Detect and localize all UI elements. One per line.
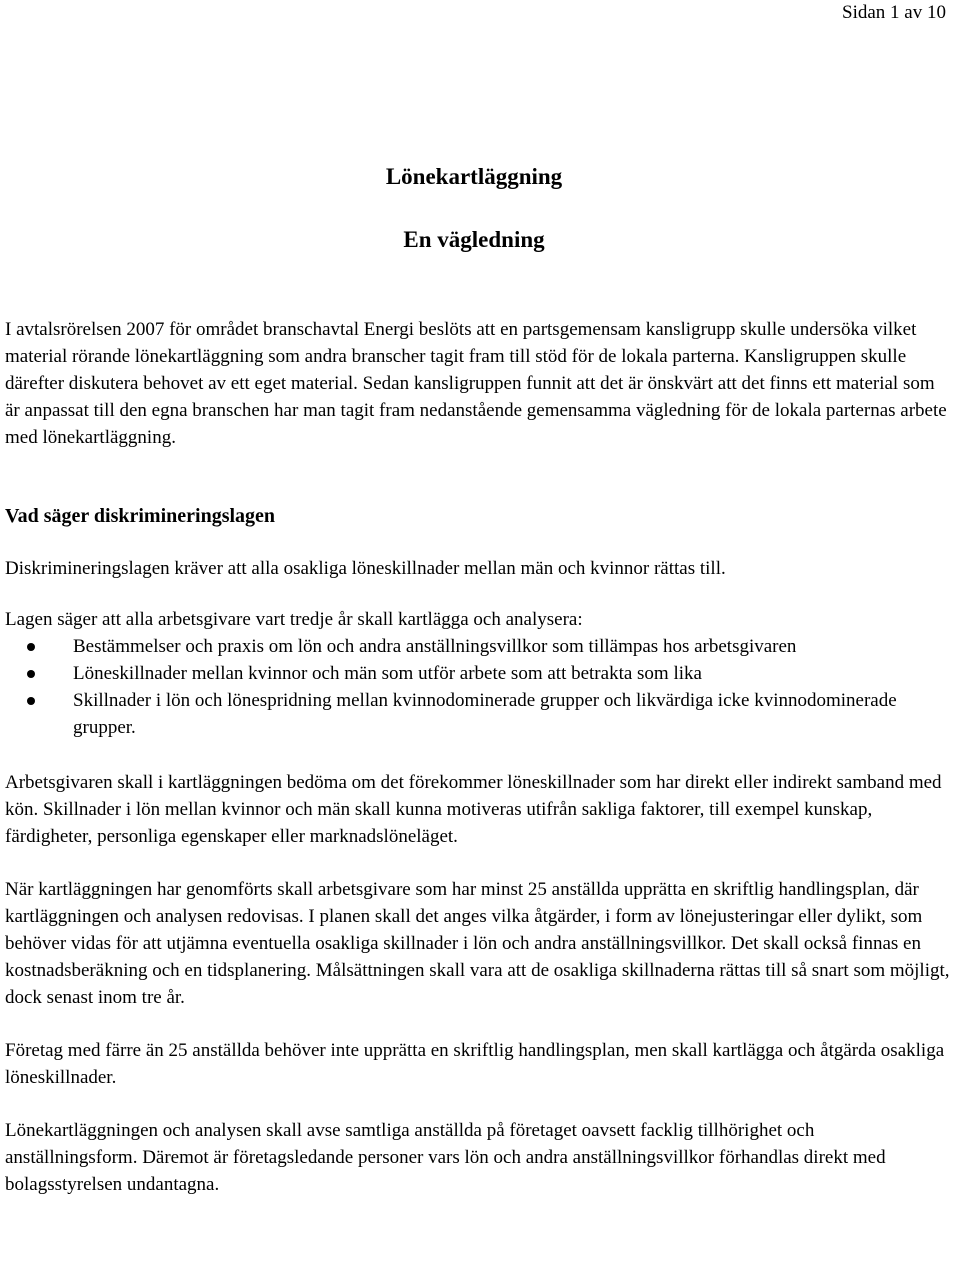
list-item bbox=[5, 633, 950, 660]
section-heading: Vad säger diskrimineringslagen bbox=[5, 505, 276, 527]
section-paragraph-1: Diskrimineringslagen kräver att alla osakliga löneskillnader mellan män och kvinnor rättas till. bbox=[5, 558, 726, 579]
list-item-text: Löneskillnader mellan kvinnor och män som utför arbete som att betrakta som lika bbox=[73, 663, 702, 684]
bullet-icon bbox=[27, 670, 35, 678]
document-title: Lönekartläggning bbox=[385, 164, 563, 189]
section-paragraph-2: Arbetsgivaren skall i kartläggningen bedöma om det förekommer löneskillnader som har direkt eller indirekt samband med kön. Skillnader i lön mellan kvinnor och män skall kunna motiveras utifrån sakliga faktorer, till exempel kunskap, färdigheter, personliga egenskaper eller marknadslöneläget. bbox=[5, 772, 942, 847]
bullet-icon bbox=[27, 697, 35, 705]
page-number-indicator: Sidan 1 av 10 bbox=[842, 2, 946, 23]
document-body bbox=[5, 316, 950, 1198]
section-paragraph-3: När kartläggningen har genomförts skall arbetsgivare som har minst 25 anställda upprätta en skriftlig handlingsplan, där kartläggningen och analysen redovisas. I planen skall det anges vilka åtgärder, i form av lönejusteringar eller dylikt, som behöver vidas för att utjämna eventuella osakliga skillnader i lön och andra anställningsvillkor. Det skall också finnas en kostnadsberäkning och en tidsplanering. Målsättningen skall vara att de osakliga skillnaderna rättas till så snart som möjligt, dock senast inom tre år. bbox=[5, 879, 950, 1008]
document-subtitle: En vägledning bbox=[403, 227, 545, 252]
bullet-icon bbox=[27, 643, 35, 651]
list-lead-paragraph: Lagen säger att alla arbetsgivare vart tredje år skall kartlägga och analysera: bbox=[5, 609, 583, 630]
intro-paragraph: I avtalsrörelsen 2007 för området branschavtal Energi beslöts att en partsgemensam kansligrupp skulle undersöka vilket material rörande lönekartläggning som andra branscher tagit fram till stöd för de lokala parterna. Kansligruppen skulle därefter diskutera behovet av ett eget material. Sedan kansligruppen funnit att det är önskvärt att det finns ett material som är anpassat till den egna branschen har man tagit fram nedanstående gemensamma vägledning för de lokala parternas arbete med lönekartläggning. bbox=[5, 319, 947, 448]
list-item bbox=[5, 660, 950, 687]
list-item bbox=[5, 687, 950, 741]
section-paragraph-5: Lönekartläggningen och analysen skall avse samtliga anställda på företaget oavsett facklig tillhörighet och anställningsform. Däremot är företagsledande personer vars lön och andra anställningsvillkor förhandlas direkt med bolagsstyrelsen undantagna. bbox=[5, 1120, 886, 1195]
list-item-text: Skillnader i lön och lönespridning mellan kvinnodominerade grupper och likvärdiga icke kvinnodominerade grupper. bbox=[73, 690, 897, 738]
analysis-bullet-list bbox=[5, 633, 950, 741]
list-item-text: Bestämmelser och praxis om lön och andra anställningsvillkor som tillämpas hos arbetsgivaren bbox=[73, 636, 797, 657]
section-paragraph-4: Företag med färre än 25 anställda behöver inte upprätta en skriftlig handlingsplan, men skall kartlägga och åtgärda osakliga löneskillnader. bbox=[5, 1040, 945, 1088]
